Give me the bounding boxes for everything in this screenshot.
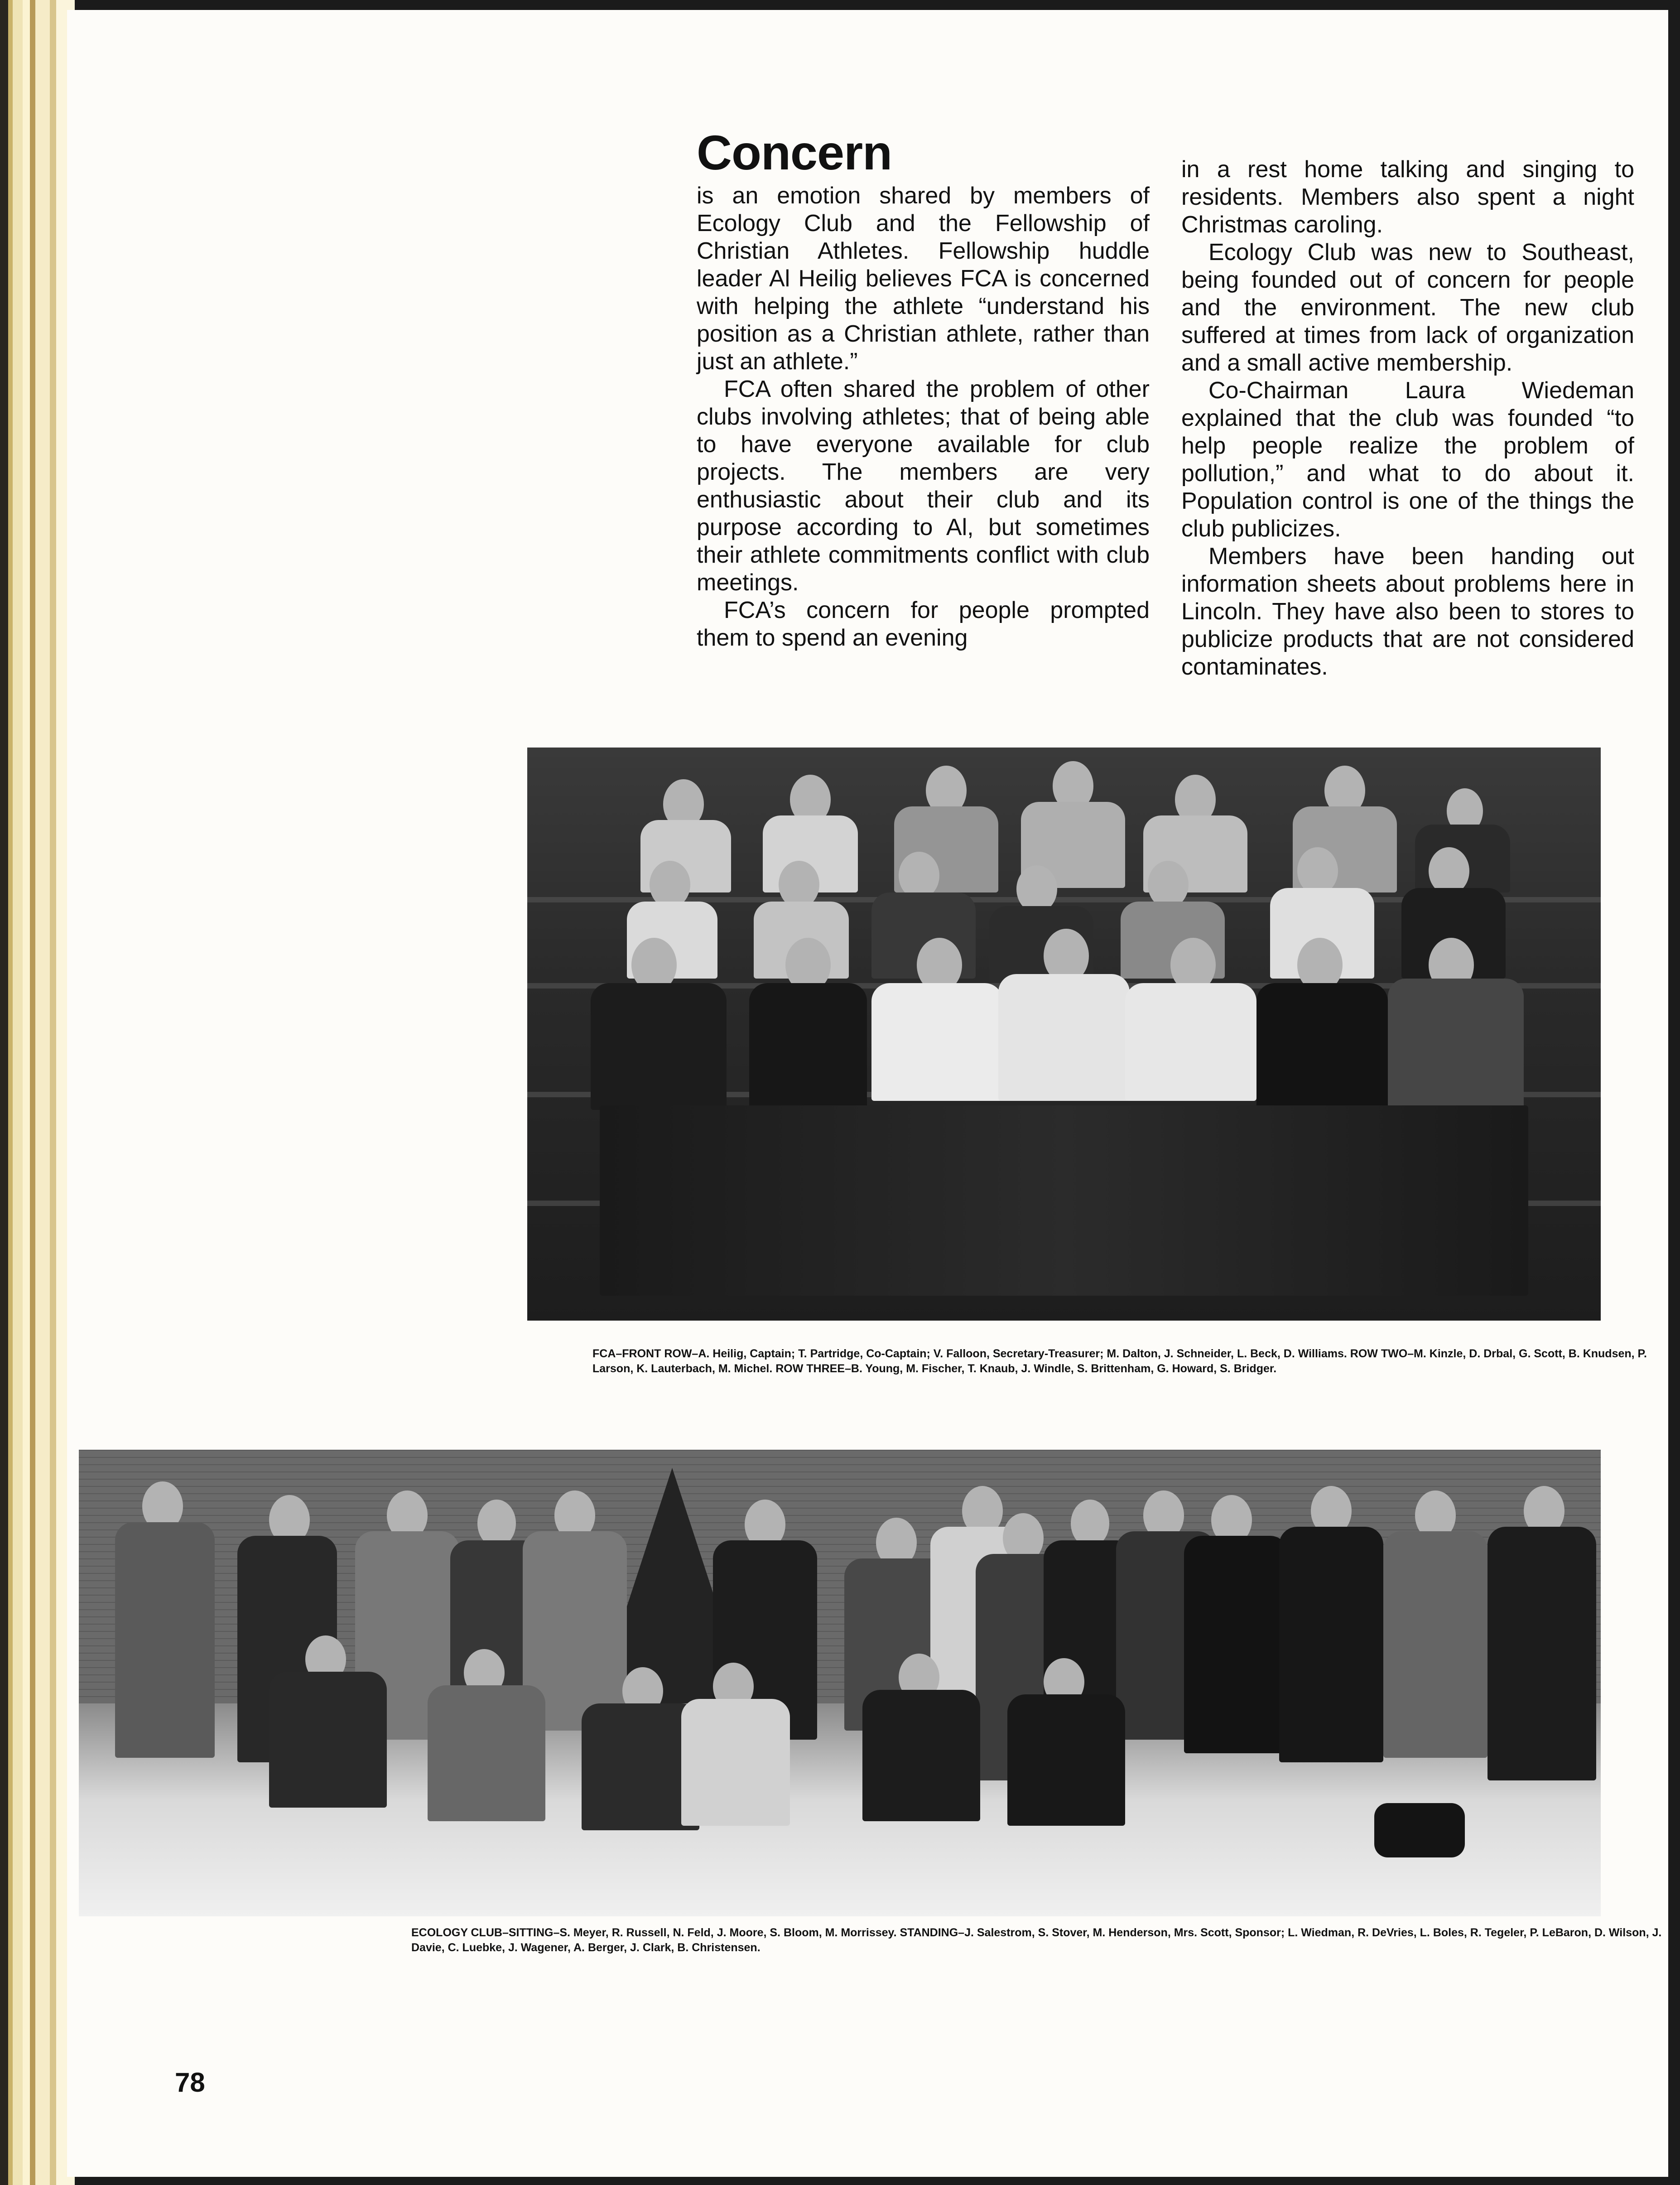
- article-paragraph: is an emotion shared by members of Ecology Club and the Fellowship of Christian Athletes. Fellowship huddle leader Al Heilig believes FCA is concerned with helping the athlete “understand his position as a Christian athlete, rather than just an athlete.”: [697, 183, 1150, 375]
- yearbook-page: [67, 10, 1668, 2177]
- article-paragraph: Members have been handing out information sheets about problems here in Lincoln. They have also been to stores to publicize products that are not considered contaminates.: [1181, 543, 1634, 680]
- person-body: [749, 983, 867, 1110]
- person-body: [998, 974, 1130, 1101]
- article-paragraph: in a rest home talking and singing to residents. Members also spent a night Christmas caroling.: [1181, 156, 1634, 238]
- person-body: [1383, 1531, 1487, 1758]
- person-body: [681, 1699, 790, 1826]
- ecology-photo-caption: ECOLOGY CLUB–SITTING–S. Meyer, R. Russell, N. Feld, J. Moore, S. Bloom, M. Morrissey. STANDING–J. Salestrom, S. Stover, M. Henderson, Mrs. Scott, Sponsor; L. Wiedman, R. DeVries, L. Boles, R. Tegeler, P. LeBaron, D. Wilson, J. Davie, C. Luebke, J. Wagener, A. Berger, J. Clark, B. Christensen.: [411, 1926, 1662, 1954]
- person-body: [862, 1690, 980, 1821]
- person-body: [269, 1672, 387, 1808]
- book-page-edges: [0, 0, 75, 2185]
- page-number: 78: [175, 2067, 205, 2098]
- person-body: [1487, 1527, 1596, 1780]
- person-body: [1125, 983, 1256, 1101]
- article-paragraph: Ecology Club was new to Southeast, being founded out of concern for people and the environment. The new club suffered at times from lack of organization and a small active membership.: [1181, 239, 1634, 376]
- person-body: [1007, 1694, 1125, 1826]
- person-body: [1388, 979, 1524, 1110]
- fca-group-photo: [527, 748, 1601, 1321]
- person-body: [1374, 1803, 1465, 1857]
- ecology-club-group-photo: [79, 1450, 1601, 1916]
- person-body: [871, 983, 1003, 1101]
- person-body: [115, 1522, 215, 1758]
- person-body: [1279, 1527, 1383, 1762]
- person-body: [1256, 983, 1388, 1110]
- page-heading: Concern: [697, 125, 892, 180]
- article-paragraph: FCA’s concern for people prompted them to spend an evening: [697, 597, 1150, 651]
- person-body: [428, 1685, 545, 1821]
- article-paragraph: Co-Chairman Laura Wiedeman explained that the club was founded “to help people realize the problem of pollution,” and what to do about it. Population control is one of the things the club publicizes.: [1181, 377, 1634, 542]
- person-body: [600, 1105, 1528, 1296]
- fca-photo-caption: FCA–FRONT ROW–A. Heilig, Captain; T. Partridge, Co-Captain; V. Falloon, Secretary-Treasurer; M. Dalton, J. Schneider, L. Beck, D. Williams. ROW TWO–M. Kinzle, D. Drbal, G. Scott, B. Knudsen, P. Larson, K. Lauterbach, M. Michel. ROW THREE–B. Young, M. Fischer, T. Knaub, J. Windle, S. Brittenham, G. Howard, S. Bridger.: [592, 1347, 1647, 1375]
- article-right-column: [1181, 156, 1634, 681]
- person-body: [591, 983, 727, 1110]
- article-left-column: [697, 182, 1150, 652]
- person-body: [1184, 1536, 1288, 1753]
- article-paragraph: FCA often shared the problem of other clubs involving athletes; that of being able to have everyone available for club projects. The members are very enthusiastic about their club and its purpose according to Al, but sometimes their athlete commitments conflict with club meetings.: [697, 376, 1150, 596]
